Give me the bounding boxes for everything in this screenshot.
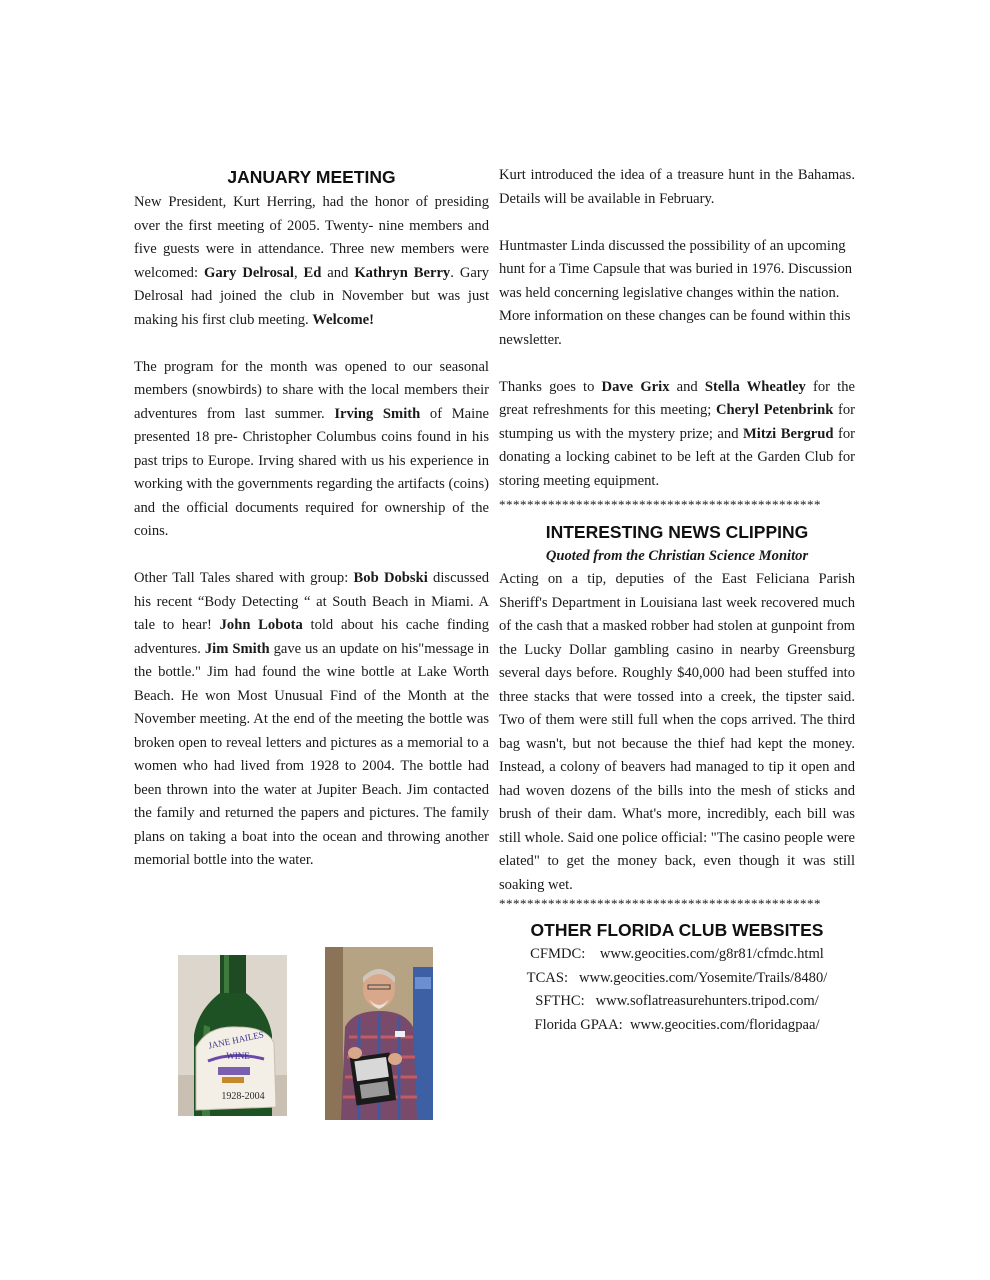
thanks-text-5: for donating a locking cabinet to be left at the Garden Club for storing meeting equipment. — [499, 425, 855, 489]
right-column — [499, 164, 855, 1037]
meeting-paragraph-3 — [134, 567, 489, 873]
news-clipping-heading: INTERESTING NEWS CLIPPING — [545, 521, 809, 542]
treasure-hunt-paragraph: Kurt introduced the idea of a treasure hunt in the Bahamas. Details will be available in February. — [499, 167, 855, 207]
member-jim-smith: Jim Smith — [204, 640, 270, 657]
bottle-label-line1: JANE HAILES — [207, 1029, 265, 1051]
website-tcas[interactable]: TCAS: www.geocities.com/Yosemite/Trails/8480/ — [526, 969, 828, 986]
member-photo — [325, 947, 433, 1120]
meeting-paragraph-1 — [134, 191, 489, 332]
member-kathryn-berry: Kathryn Berry — [354, 264, 451, 281]
thanks-text-2: and — [669, 378, 705, 395]
website-cfmdc[interactable]: CFMDC: www.geocities.com/g8r81/cfmdc.html — [530, 946, 824, 962]
left-column — [134, 164, 489, 873]
bottle-label-years: 1928-2004 — [221, 1091, 265, 1102]
p1-text-3: and — [321, 264, 355, 281]
p2-text-1: The program for the month was opened to our seasonal members (snowbirds) to share with the local members their adventures from last summer. — [134, 358, 489, 422]
member-cheryl-petenbrink: Cheryl Petenbrink — [715, 402, 834, 418]
separator-stars: ********************************************** — [499, 497, 821, 512]
p3-text-3: told about his cache finding adventures. — [134, 617, 489, 657]
p1-text-4: . Gary Delrosal had joined the club in November but was just making his first club meeting. — [134, 264, 489, 328]
meeting-paragraph-2 — [134, 356, 489, 544]
welcome-text: Welcome! — [312, 311, 374, 328]
news-clipping-body: Acting on a tip, deputies of the East Feliciana Parish Sheriff's Department in Louisiana last week recovered much of the cash that a masked robber had stolen at gunpoint from the Lucky Dollar gambling casino in nearby Greensburg several days before. Roughly $40,000 had been stuffed into three stacks that were tossed into a creek, the tipster said. Two of them were still full when the cops arrived. The third bag wasn't, but not because the thief had kept the money. Instead, a colony of beavers had managed to tip it open and had woven dozens of the bills into the mesh of sticks and brush of their dam. What's more, incredibly, each bill was still whole. Said one police official: "The casino people were elated" to get the money back, even though it was still soaking wet. — [499, 571, 855, 893]
member-dave-grix: Dave Grix — [601, 378, 670, 395]
separator-stars-2: ********************************************** — [499, 897, 821, 911]
p1-text-1: New President, Kurt Herring, had the honor of presiding over the first meeting of 2005. Twenty- nine members and five guests were in attendance. Three new members were welcomed: — [134, 194, 489, 281]
p3-text-2: discussed his recent “Body Detecting “ at South Beach in Miami. A tale to hear! — [134, 570, 489, 633]
thanks-text-1: Thanks goes to — [499, 378, 602, 395]
news-clipping-source: Quoted from the Christian Science Monitor — [545, 547, 809, 564]
thanks-text-4: for stumping us with the mystery prize; and — [499, 402, 855, 442]
p3-text-4: gave us an update on his"message in the bottle." Jim had found the wine bottle at Lake Worth Beach. He won Most Unusual Find of the Month at the November meeting. At the end of the meeting the bottle was broken open to reveal letters and pictures as a memorial to a women who had lived from 1928 to 2004. The bottle had been thrown into the water at Jupiter Beach. Jim contacted the family and returned the papers and pictures. The family plans on taking a boat into the ocean and throwing another memorial bottle into the water. — [134, 640, 489, 868]
member-stella-wheatley: Stella Wheatley — [704, 378, 806, 395]
member-bob-dobski: Bob Dobski — [353, 570, 428, 586]
bottle-photo — [178, 955, 287, 1116]
website-florida-gpaa[interactable]: Florida GPAA: www.geocities.com/floridagpaa/ — [534, 1016, 820, 1033]
man-illustration — [325, 947, 433, 1120]
thanks-paragraph — [499, 376, 855, 494]
january-meeting-heading: JANUARY MEETING — [227, 167, 396, 187]
websites-heading: OTHER FLORIDA CLUB WEBSITES — [530, 920, 824, 940]
member-john-lobota: John Lobota — [219, 617, 303, 633]
p3-text-1: Other Tall Tales shared with group: — [134, 570, 354, 586]
member-ed: Ed — [303, 264, 322, 281]
p1-text-2: , — [293, 264, 304, 281]
member-irving-smith: Irving Smith — [334, 405, 421, 422]
website-sfthc[interactable]: SFTHC: www.soflatreasurehunters.tripod.com/ — [535, 993, 819, 1009]
p2-text-2: of Maine presented 18 pre- Christopher Columbus coins found in his past trips to Europe. Irving shared with us his experience in working with the governments regarding the artifacts (coins) and the official documents required for ownership of the coins. — [134, 405, 489, 539]
bottle-label-line2: WINE — [226, 1051, 250, 1061]
time-capsule-paragraph: Huntmaster Linda discussed the possibility of an upcoming hunt for a Time Capsule that was buried in 1976. Discussion was held concerning legislative changes within the nation. More information on these changes can be found within this newsletter. — [499, 237, 853, 348]
member-mitzi-bergrud: Mitzi Bergrud — [743, 425, 834, 442]
thanks-text-3: for the great refreshments for this meeting; — [499, 378, 855, 418]
member-gary-delrosal: Gary Delrosal — [203, 264, 294, 281]
